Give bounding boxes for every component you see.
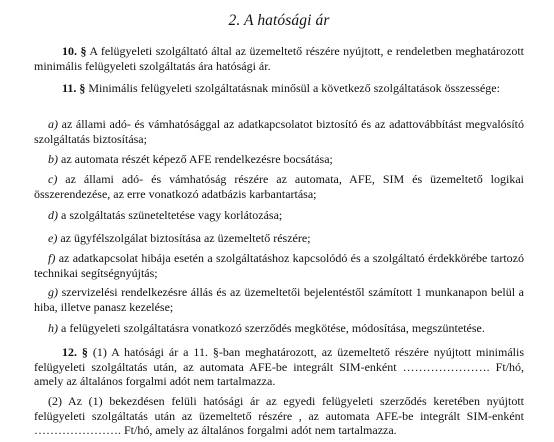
paragraph-12-1 bbox=[34, 345, 524, 389]
list-item-text: szervizelési rendelkezésre állás és az üzemeltetői bejelentéstől számított 1 munkanapon belül a hiba, illetve panasz kezelése; bbox=[34, 285, 524, 314]
list-item-g bbox=[34, 285, 524, 314]
paragraph-text: (1) A hatósági ár a 11. §-ban meghatározott, az üzemeltető részére nyújtott minimális felügyeleti szolgáltatás után, az automata AFE-be integrált SIM-enként …………………. Ft/hó, amely az általános forgalmi adót nem tartalmazza. bbox=[34, 345, 524, 388]
list-item-text: az ügyfélszolgálat biztosítása az üzemeltető részére; bbox=[57, 231, 311, 245]
list-marker: f) bbox=[48, 251, 56, 265]
paragraph-text: Minimális felügyeleti szolgáltatásnak minősül a következő szolgáltatások összessége: bbox=[85, 81, 500, 95]
list-marker: c) bbox=[48, 172, 58, 186]
paragraph-text: A felügyeleti szolgáltató által az üzemeltető részére nyújtott, e rendeletben meghatározott minimális felügyeleti szolgáltatás ára hatósági ár. bbox=[34, 44, 524, 73]
list-item-d bbox=[34, 208, 524, 223]
list-item-c bbox=[34, 172, 524, 201]
list-item-f bbox=[34, 251, 524, 280]
list-item-text: az állami adó- és vámhatóság részére az automata, AFE, SIM és üzemeltető logikai összerendezése, az erre vonatkozó adatbázis karbantartása; bbox=[34, 172, 524, 201]
list-item-text: a felügyeleti szolgáltatásra vonatkozó szerződés megkötése, módosítása, megszüntetése. bbox=[58, 321, 485, 335]
paragraph-12-2 bbox=[34, 394, 524, 438]
list-item-text: az adatkapcsolat hibája esetén a szolgáltatáshoz kapcsolódó és a szolgáltató érdekkörébe tartozó technikai segítségnyújtás; bbox=[34, 251, 524, 280]
paragraph-text: (2) Az (1) bekezdésen felüli hatósági ár az egyedi felügyeleti szerződés keretében nyújtott felügyeleti szolgáltatás után az üzemeltető részére , az automata AFE-be integrált SIM-enként …………………. Ft/hó, amely az általános forgalmi adót nem tartalmazza. bbox=[34, 394, 524, 437]
section-number: 11. § bbox=[62, 81, 86, 95]
list-marker: b) bbox=[48, 152, 58, 166]
list-marker: a) bbox=[48, 117, 58, 131]
list-item-text: az automata részét képező AFE rendelkezésre bocsátása; bbox=[58, 152, 333, 166]
list-item-b bbox=[34, 152, 524, 167]
list-item-a bbox=[34, 117, 524, 146]
section-heading: 2. A hatósági ár bbox=[228, 12, 330, 29]
section-number: 10. § bbox=[62, 44, 87, 58]
list-marker: g) bbox=[48, 285, 58, 299]
list-marker: e) bbox=[48, 231, 58, 245]
list-item-text: a szolgáltatás szüneteltetése vagy korlátozása; bbox=[58, 208, 283, 222]
paragraph-11 bbox=[34, 81, 524, 96]
list-item-text: az állami adó- és vámhatósággal az adatkapcsolatot biztosító és az adattovábbítást megvalósító szolgáltatás biztosítása; bbox=[34, 117, 524, 146]
list-item-h bbox=[34, 321, 524, 336]
list-marker: h) bbox=[48, 321, 58, 335]
list-marker: d) bbox=[48, 208, 58, 222]
paragraph-10 bbox=[34, 44, 524, 73]
section-number: 12. § bbox=[62, 345, 88, 359]
list-item-e bbox=[34, 231, 524, 246]
